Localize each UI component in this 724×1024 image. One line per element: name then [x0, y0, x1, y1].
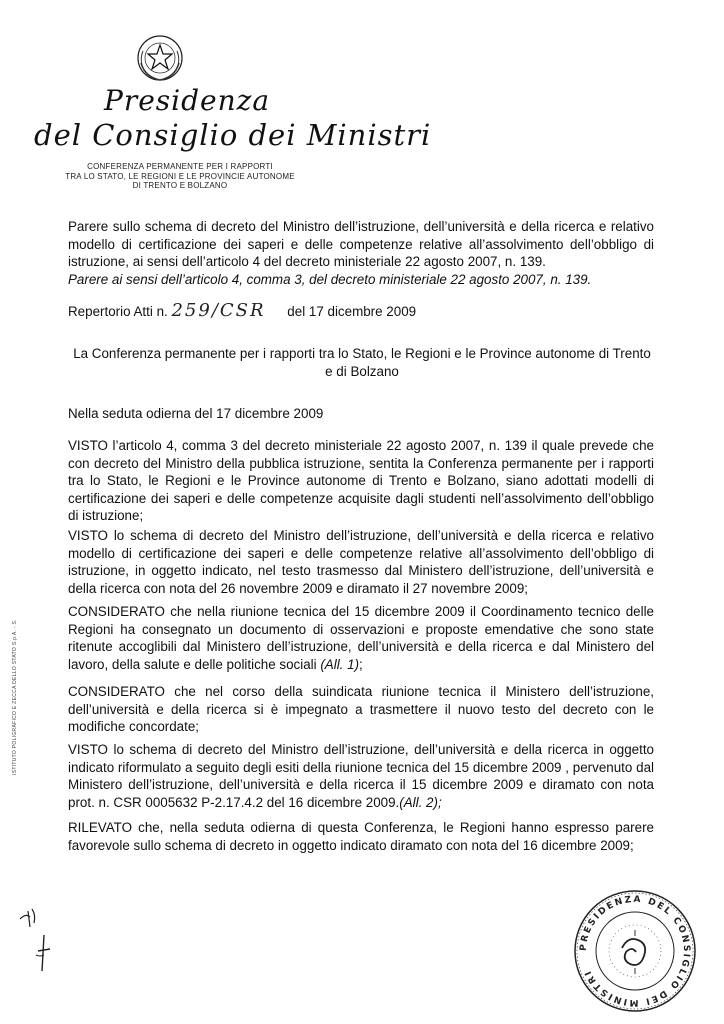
repertorio-line — [68, 300, 654, 323]
header-script-presidenza: Presidenza — [104, 84, 271, 117]
paragraph-rilevato: RILEVATO che, nella seduta odierna di questa Conferenza, le Regioni hanno espresso parere favorevole sullo schema di decreto in oggetto indicato diramato con nota del 16 dicembre 2009; — [68, 820, 654, 853]
attachment-ref-1: (All. 1) — [320, 656, 360, 672]
subject-italic: Parere ai sensi dell’articolo 4, comma 3, del decreto ministeriale 22 agosto 2007, n. 139. — [68, 271, 592, 287]
subject-block — [68, 218, 654, 288]
paragraph-considerato-2: CONSIDERATO che nel corso della suindicata riunione tecnica il Ministero dell’istruzione, dell’università e della ricerca si è impegnato a trasmettere il nuovo testo del decreto con le modifiche concordate; — [68, 684, 654, 734]
handwritten-initials-icon — [16, 905, 66, 975]
conference-title: La Conferenza permanente per i rapporti tra lo Stato, le Regioni e le Province autonome di Trento e di Bolzano — [73, 346, 651, 379]
stamp-text: PRESIDENZA DEL CONSIGLIO DEI MINISTRI — [578, 894, 692, 1008]
conference-header-line: CONFERENZA PERMANENTE PER I RAPPORTI — [87, 162, 273, 171]
conference-header-line: DI TRENTO E BOLZANO — [132, 181, 228, 190]
conference-header-block — [40, 162, 320, 191]
paragraph-visto-2: VISTO lo schema di decreto del Ministro dell’istruzione, dell’università e della ricerca e relativo modello di certificazione dei saperi e delle competenze relative all’assolvimento dell’obbligo di istruzione, in oggetto indicato, nel testo trasmesso dal Ministero dell’istruzione, dell’università e della ricerca con nota del 26 novembre 2009 e diramato il 27 novembre 2009; — [68, 528, 654, 596]
paragraph-end: ; — [359, 656, 363, 672]
repertorio-label: Repertorio Atti n. — [68, 304, 168, 319]
paragraph-visto-1: VISTO l’articolo 4, comma 3 del decreto ministeriale 22 agosto 2007, n. 139 il quale prevede che con decreto del Ministro della pubblica istruzione, sentita la Conferenza permanente per i rapporti tra lo Stato, le Regioni e le Province autonome di Trento e Bolzano, siano adottati modelli di certificazione dei saperi e delle competenze acquisite dagli studenti nell’assolvimento dell’obbligo di istruzione; — [68, 438, 654, 523]
repertorio-number-handwritten: 259/CSR — [171, 300, 266, 321]
republic-emblem-icon — [135, 33, 185, 83]
subject-text: Parere sullo schema di decreto del Ministro dell’istruzione, dell’università e della ricerca e relativo modello di certificazione dei saperi e delle competenze relative all’assolvimento dell’obbligo di istruzione, ai sensi dell’articolo 4 del decreto ministeriale 22 agosto 2007, n. 139. — [68, 219, 654, 269]
seduta-line: Nella seduta odierna del 17 dicembre 2009 — [68, 406, 324, 421]
header-script-consiglio: del Consiglio dei Ministri — [34, 118, 432, 152]
official-stamp-icon — [572, 888, 698, 1014]
paragraph-visto-3 — [68, 741, 654, 811]
conference-header-line: TRA LO STATO, LE REGIONI E LE PROVINCIE AUTONOME — [65, 171, 295, 181]
paragraph-visto-3-text: VISTO lo schema di decreto del Ministro dell’istruzione, dell’università e della ricerca in oggetto indicato riformulato a seguito degli esiti della riunione tecnica del 15 dicembre 2009 , pervenuto dal Ministero dell’istruzione, dell’università e della ricerca il 15 dicembre 2009 e diramato con nota prot. n. CSR 0005632 P-2.17.4.2 del 16 dicembre 2009. — [68, 742, 654, 810]
repertorio-date: del 17 dicembre 2009 — [287, 304, 417, 319]
attachment-ref-2: (All. 2); — [399, 794, 442, 810]
paragraph-considerato-1 — [68, 603, 654, 673]
printer-sidebar-note: ISTITUTO POLIGRAFICO E ZECCA DELLO STATO S.p.A. - S. — [12, 619, 18, 775]
paragraph-considerato-1-text: CONSIDERATO che nella riunione tecnica del 15 dicembre 2009 il Coordinamento tecnico delle Regioni ha consegnato un documento di osservazioni e proposte emendative che sono state ritenute accoglibili dal Ministero dell’istruzione, dell’università e della ricerca e dal Ministero del lavoro, della salute e delle politiche sociali — [68, 604, 654, 672]
